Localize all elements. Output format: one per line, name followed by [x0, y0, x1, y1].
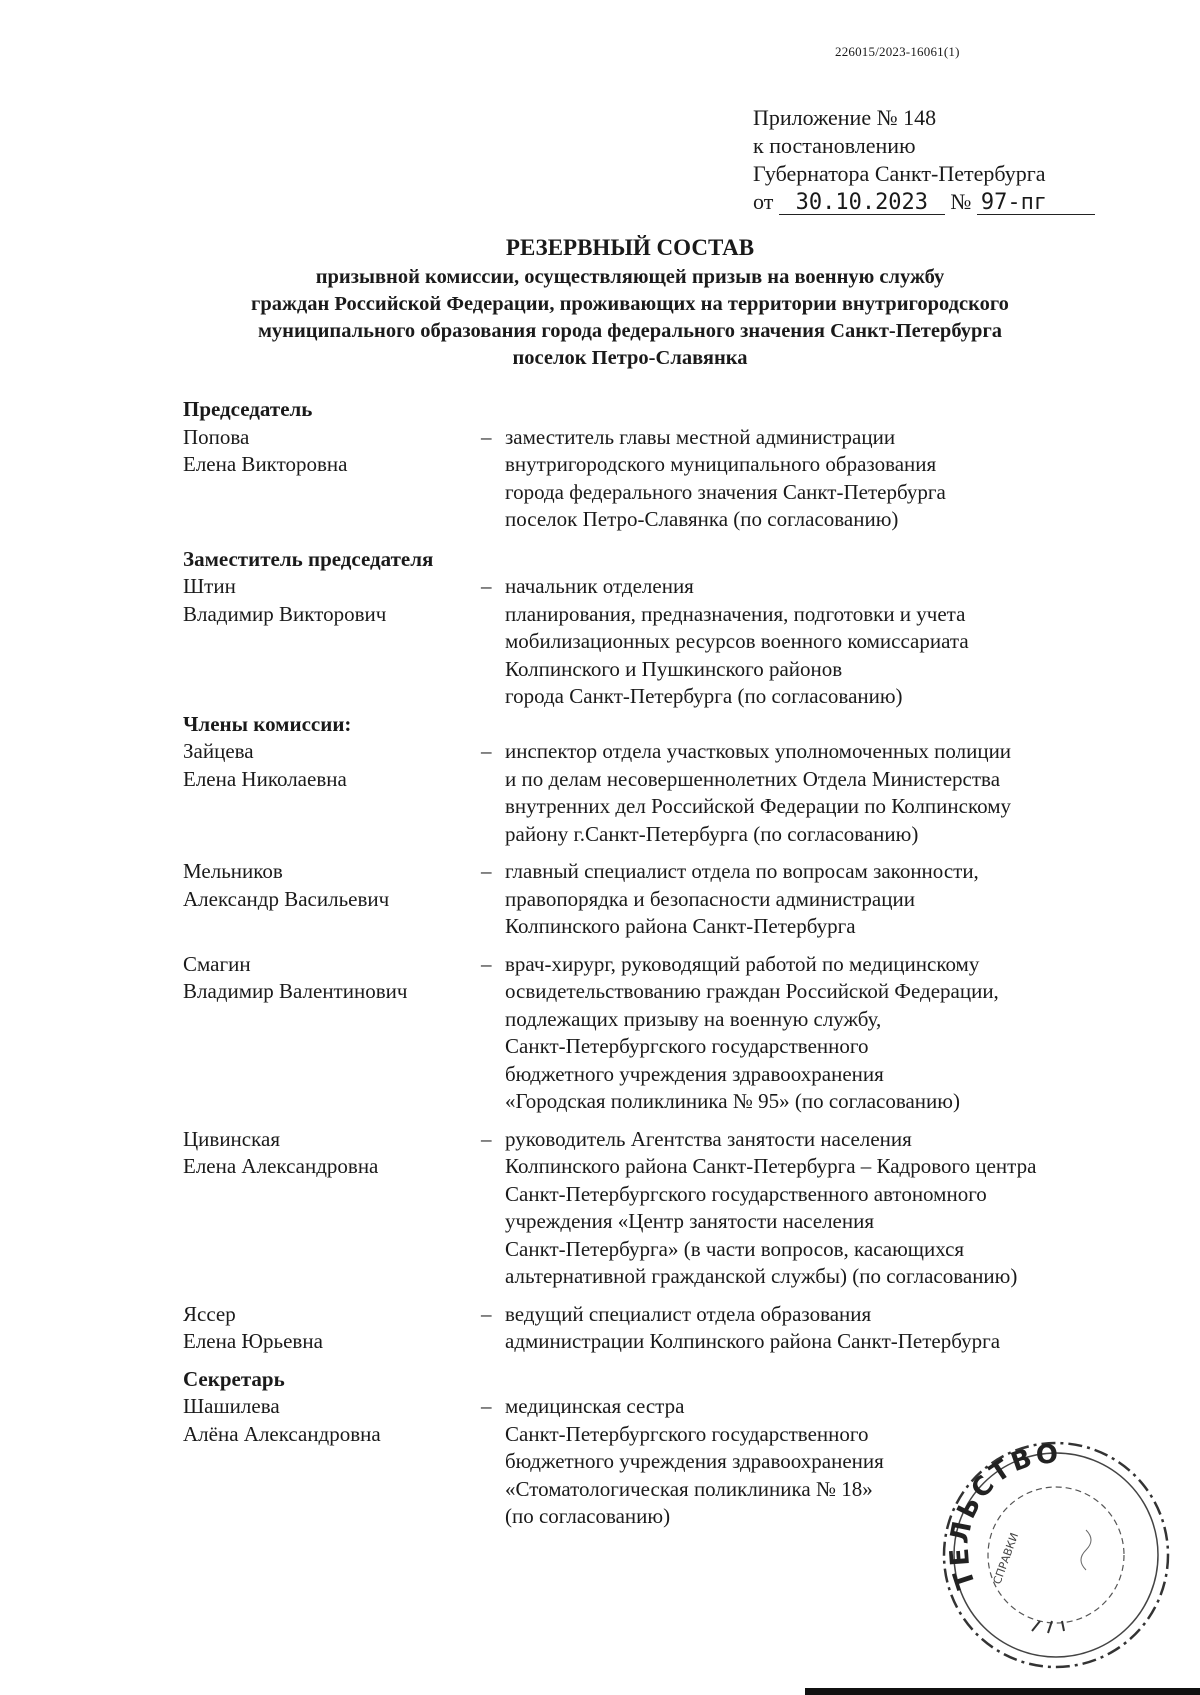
- position-line: Колпинского района Санкт-Петербурга: [505, 914, 856, 938]
- title-line-1: призывной комиссии, осуществляющей призыв на военную службу: [315, 266, 945, 288]
- member-position: [505, 1126, 1143, 1291]
- position-line: Санкт-Петербургского государственного: [505, 1034, 869, 1058]
- member-surname: Зайцева: [183, 739, 254, 763]
- appendix-line-2: к постановлению: [753, 133, 916, 158]
- dash-separator: –: [481, 424, 492, 449]
- section-heading-members: Члены комиссии:: [183, 711, 352, 736]
- title-line-4: поселок Петро-Славянка: [512, 347, 748, 369]
- member-name: [183, 951, 481, 1116]
- position-line: и по делам несовершеннолетних Отдела Министерства: [505, 766, 1001, 791]
- member-position: [505, 1301, 1143, 1356]
- position-line: главный специалист отдела по вопросам законности,: [505, 859, 979, 883]
- position-line: учреждения «Центр занятости населения: [505, 1209, 875, 1233]
- position-line: планирования, предназначения, подготовки и учета: [505, 601, 966, 626]
- member-surname: Яссер: [183, 1301, 236, 1326]
- seal-inner-text: СПРАВКИ: [990, 1531, 1022, 1587]
- member-position: [505, 573, 1143, 711]
- member-name: [183, 1301, 481, 1356]
- position-line: инспектор отдела участковых уполномоченных полиции: [505, 739, 1012, 763]
- dash-separator: –: [481, 859, 492, 883]
- member-entry: [183, 1301, 1143, 1356]
- position-line: освидетельствованию граждан Российской Федерации,: [505, 979, 999, 1003]
- position-line: врач-хирург, руководящий работой по медицинскому: [505, 951, 980, 976]
- position-line: мобилизационных ресурсов военного комиссариата: [505, 629, 969, 653]
- section-heading-deputy: Заместитель председателя: [183, 546, 434, 571]
- member-entry: [183, 1126, 1143, 1291]
- position-line: администрации Колпинского района Санкт-Петербурга: [505, 1329, 1001, 1353]
- appendix-line-1: Приложение № 148: [753, 105, 937, 130]
- member-surname: Попова: [183, 424, 250, 449]
- position-line: району г.Санкт-Петербурга (по согласованию): [505, 821, 919, 846]
- member-given-names: Елена Николаевна: [183, 766, 347, 791]
- member-name: [183, 858, 481, 941]
- title-main: РЕЗЕРВНЫЙ СОСТАВ: [505, 235, 755, 260]
- member-position: [505, 951, 1143, 1116]
- dash-separator: –: [481, 1301, 492, 1326]
- member-surname: Шашилева: [183, 1394, 280, 1418]
- appendix-line-3: Губернатора Санкт-Петербурга: [753, 161, 1046, 186]
- member-name: [183, 1393, 481, 1531]
- position-line: правопорядка и безопасности администрации: [505, 886, 915, 911]
- dash-separator: –: [481, 1394, 492, 1418]
- position-line: Санкт-Петербургского государственного: [505, 1421, 869, 1446]
- member-entry: [183, 858, 1143, 941]
- position-line: Санкт-Петербурга» (в части вопросов, касающихся: [505, 1236, 965, 1261]
- appendix-line-4: [753, 188, 1095, 216]
- dash-separator: –: [481, 1126, 492, 1151]
- member-given-names: Владимир Валентинович: [183, 979, 408, 1003]
- dash-separator: –: [481, 739, 492, 763]
- member-given-names: Алёна Александровна: [183, 1421, 381, 1446]
- position-line: начальник отделения: [505, 574, 694, 598]
- decree-date: 30.10.2023: [779, 192, 945, 215]
- seal-text: ТЕЛЬСТВО: [944, 1439, 1062, 1593]
- date-prefix: от: [753, 189, 774, 214]
- dash-separator: –: [481, 574, 492, 598]
- document-title: [160, 232, 1100, 372]
- position-line: города федерального значения Санкт-Петербурга: [505, 479, 946, 504]
- position-line: внутренних дел Российской Федерации по Колпинскому: [505, 794, 1011, 818]
- member-given-names: Александр Васильевич: [183, 886, 390, 911]
- member-entry: [183, 573, 1143, 711]
- position-line: поселок Петро-Славянка (по согласованию): [505, 507, 899, 531]
- document-number: 226015/2023-16061(1): [835, 44, 960, 59]
- position-line: Колпинского района Санкт-Петербурга – Кадрового центра: [505, 1154, 1037, 1178]
- member-surname: Смагин: [183, 951, 251, 976]
- member-name: [183, 573, 481, 711]
- position-line: подлежащих призыву на военную службу,: [505, 1006, 882, 1031]
- position-line: города Санкт-Петербурга (по согласованию): [505, 684, 903, 708]
- member-surname: Мельников: [183, 859, 283, 883]
- commission-roster: [183, 396, 1143, 1531]
- position-line: бюджетного учреждения здравоохранения: [505, 1449, 884, 1473]
- position-line: заместитель главы местной администрации: [505, 424, 896, 449]
- member-position: [505, 738, 1143, 848]
- position-line: бюджетного учреждения здравоохранения: [505, 1061, 884, 1086]
- position-line: руководитель Агентства занятости населения: [505, 1126, 912, 1151]
- position-line: «Стоматологическая поликлиника № 18»: [505, 1476, 873, 1501]
- member-name: [183, 1126, 481, 1291]
- member-position: [505, 858, 1143, 941]
- member-given-names: Владимир Викторович: [183, 601, 387, 626]
- scan-edge-bar: [805, 1688, 1200, 1695]
- member-position: [505, 424, 1143, 534]
- member-surname: Цивинская: [183, 1126, 280, 1151]
- appendix-block: [753, 104, 1095, 216]
- member-name: [183, 424, 481, 534]
- member-entry: [183, 424, 1143, 534]
- section-heading-chair: Председатель: [183, 397, 313, 421]
- position-line: альтернативной гражданской службы) (по согласованию): [505, 1264, 1018, 1288]
- title-line-3: муниципального образования города федерального значения Санкт-Петербурга: [257, 320, 1003, 342]
- seal-stamp-icon: [936, 1435, 1176, 1675]
- member-name: [183, 738, 481, 848]
- position-line: Санкт-Петербургского государственного автономного: [505, 1181, 987, 1206]
- title-line-2: граждан Российской Федерации, проживающих на территории внутригородского: [251, 293, 1009, 315]
- number-prefix: №: [950, 189, 972, 214]
- member-entry: [183, 738, 1143, 848]
- member-given-names: Елена Викторовна: [183, 452, 348, 476]
- decree-number: 97-пг: [977, 192, 1095, 215]
- member-entry: [183, 951, 1143, 1116]
- position-line: медицинская сестра: [505, 1394, 685, 1418]
- position-line: «Городская поликлиника № 95» (по согласованию): [505, 1089, 960, 1113]
- position-line: (по согласованию): [505, 1504, 671, 1528]
- dash-separator: –: [481, 951, 492, 976]
- position-line: ведущий специалист отдела образования: [505, 1301, 872, 1326]
- member-given-names: Елена Юрьевна: [183, 1329, 323, 1353]
- member-given-names: Елена Александровна: [183, 1154, 379, 1178]
- section-heading-secretary: Секретарь: [183, 1366, 285, 1391]
- position-line: Колпинского и Пушкинского районов: [505, 656, 843, 681]
- member-surname: Штин: [183, 574, 236, 598]
- position-line: внутригородского муниципального образования: [505, 452, 937, 476]
